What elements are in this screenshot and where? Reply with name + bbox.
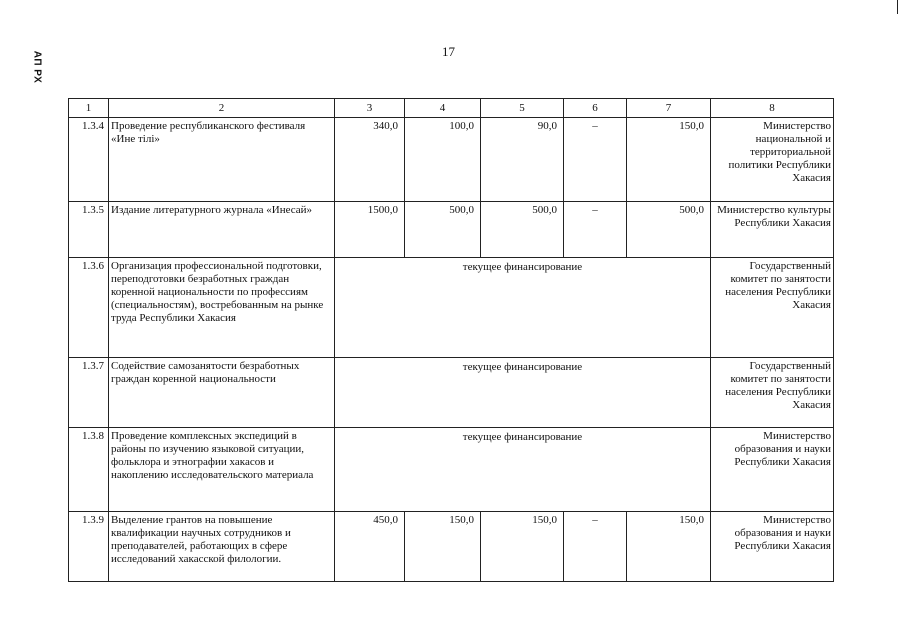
item-number: 1.3.9 [69,512,109,582]
item-description: Проведение республиканского фестиваля «Ине тілі» [109,118,335,202]
amount-col-7: 500,0 [627,202,711,258]
side-stamp [24,44,50,90]
page-edge-mark [897,0,898,14]
table-row [69,258,834,358]
table-row [69,428,834,512]
amount-year-2: 150,0 [481,512,564,582]
item-number: 1.3.5 [69,202,109,258]
item-description: Издание литературного журнала «Инесай» [109,202,335,258]
item-number: 1.3.6 [69,258,109,358]
table-row [69,118,834,202]
responsible-agency: Министерство образования и науки Республики Хакасия [711,428,834,512]
table-row [69,358,834,428]
responsible-agency: Государственный комитет по занятости населения Республики Хакасия [711,358,834,428]
column-header: 7 [627,99,711,118]
table-row [69,202,834,258]
item-number: 1.3.8 [69,428,109,512]
responsible-agency: Министерство культуры Республики Хакасия [711,202,834,258]
responsible-agency: Государственный комитет по занятости населения Республики Хакасия [711,258,834,358]
amount-year-2: 500,0 [481,202,564,258]
amount-total: 1500,0 [335,202,405,258]
responsible-agency: Министерство национальной и территориальной политики Республики Хакасия [711,118,834,202]
column-header: 4 [405,99,481,118]
amount-col-6: – [564,512,627,582]
column-header: 1 [69,99,109,118]
amount-col-6: – [564,118,627,202]
amount-col-7: 150,0 [627,118,711,202]
item-description: Проведение комплексных экспедиций в районы по изучению языковой ситуации, фольклора и этнографии хакасов и накоплению исследовательского материала [109,428,335,512]
item-description: Организация профессиональной подготовки, переподготовки безработных граждан коренной национальности по профессиям (специальностям), востребованным на рынке труда Республики Хакасия [109,258,335,358]
column-header: 2 [109,99,335,118]
column-header: 6 [564,99,627,118]
amount-year-1: 100,0 [405,118,481,202]
column-header: 8 [711,99,834,118]
amount-total: 450,0 [335,512,405,582]
amount-col-6: – [564,202,627,258]
funding-note: текущее финансирование [335,258,711,358]
item-number: 1.3.4 [69,118,109,202]
table-row [69,512,834,582]
item-description: Содействие самозанятости безработных граждан коренной национальности [109,358,335,428]
funding-note: текущее финансирование [335,428,711,512]
header-row [69,99,834,118]
program-table [68,98,834,582]
amount-year-2: 90,0 [481,118,564,202]
item-number: 1.3.7 [69,358,109,428]
column-header: 3 [335,99,405,118]
amount-year-1: 150,0 [405,512,481,582]
amount-year-1: 500,0 [405,202,481,258]
amount-total: 340,0 [335,118,405,202]
side-stamp-label: АП РХ [31,50,43,84]
page-number: 17 [442,44,455,59]
funding-note: текущее финансирование [335,358,711,428]
column-header: 5 [481,99,564,118]
responsible-agency: Министерство образования и науки Республики Хакасия [711,512,834,582]
amount-col-7: 150,0 [627,512,711,582]
item-description: Выделение грантов на повышение квалификации научных сотрудников и преподавателей, работающих в сфере исследований хакасской филологии. [109,512,335,582]
